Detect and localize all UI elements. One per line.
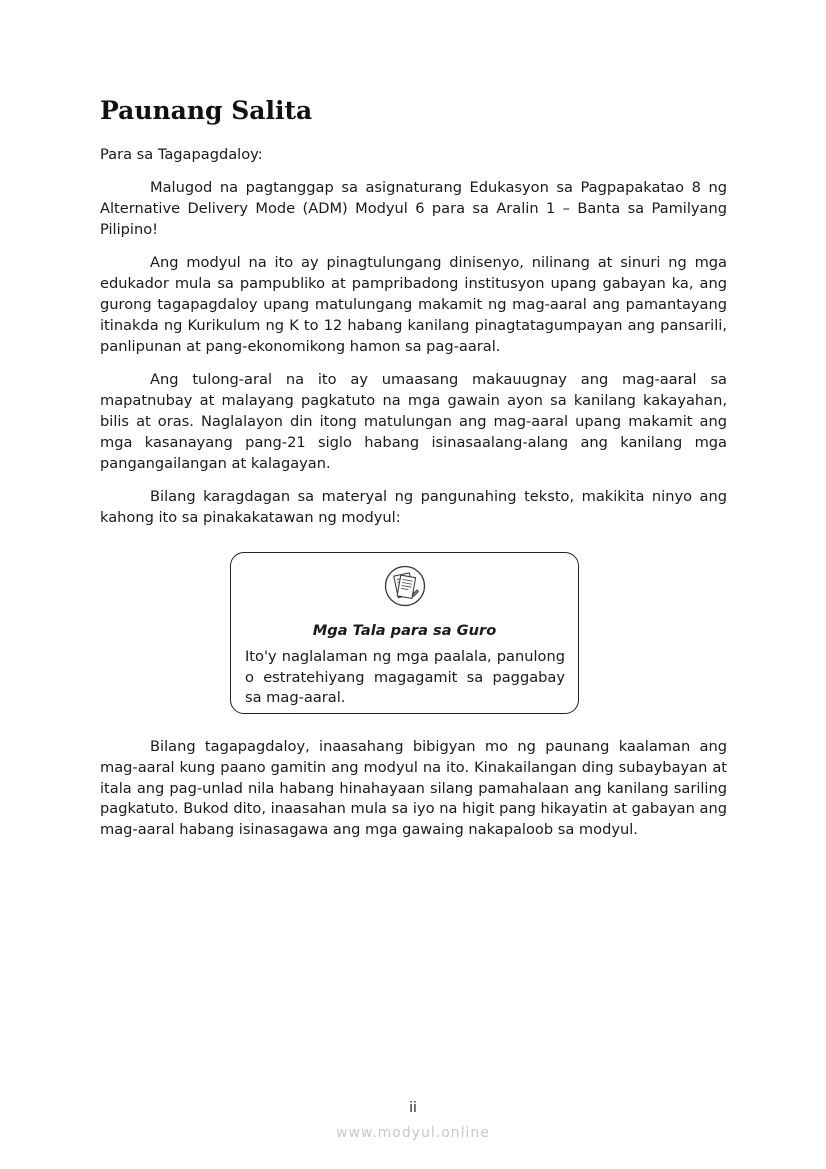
salutation: Para sa Tagapagdaloy: bbox=[100, 146, 263, 163]
paragraph-module-design: Ang modyul na ito ay pinagtulungang dinisenyo, nilinang at sinuri ng mga edukador mula sa pampubliko at pampribadong institusyon upang gabayan ka, ang gurong tagapagdaloy upang matulungang makamit ng mag-aaral ang pamantayang itinakda ng Kurikulum ng K to 12 habang kanilang pinagtatagumpayan ang pansarili, panlipunan at pang-ekonomikong hamon sa pag-aaral. bbox=[100, 254, 727, 355]
paragraph-box-intro: Bilang karagdagan sa materyal ng pangunahing teksto, makikita ninyo ang kahong ito sa pinakakatawan ng modyul: bbox=[100, 488, 727, 527]
page-title: Paunang Salita bbox=[100, 96, 313, 125]
note-box-title: Mga Tala para sa Guro bbox=[312, 622, 497, 639]
closing-section bbox=[100, 737, 727, 854]
paragraph-learning-aid: Ang tulong-aral na ito ay umaasang makauugnay ang mag-aaral sa mapatnubay at malayang pagkatuto na mga gawain ayon sa kanilang kakayahan, bilis at oras. Naglalayon din itong matulungan ang mag-aaral upang makamit ang mga kasanayang pang-21 siglo habang isinasaalang-alang ang kanilang mga pangangailangan at kalagayan. bbox=[100, 371, 727, 472]
paragraph-closing: Bilang tagapagdaloy, inaasahang bibigyan mo ng paunang kaalaman ang mag-aaral kung paano gamitin ang modyul na ito. Kinakailangan ding subaybayan at itala ang pag-unlad nila habang hinahayaan silang pamahalaan ang kanilang sariling pagkatuto. Bukod dito, inaasahan mula sa iyo na higit pang hikayatin at gabayan ang mag-aaral habang isinasagawa ang mga gawaing nakapaloob sa modyul. bbox=[100, 738, 727, 839]
watermark: www.modyul.online bbox=[336, 1125, 490, 1141]
teacher-notes-box bbox=[230, 552, 579, 714]
page-number: ii bbox=[409, 1100, 417, 1116]
note-box-text: Ito'y naglalaman ng mga paalala, panulong o estratehiyang magagamit sa paggabay sa mag-aaral. bbox=[245, 648, 565, 706]
notes-icon bbox=[384, 565, 426, 607]
paragraph-welcome: Malugod na pagtanggap sa asignaturang Edukasyon sa Pagpapakatao 8 ng Alternative Delivery Mode (ADM) Modyul 6 para sa Aralin 1 – Banta sa Pamilyang Pilipino! bbox=[100, 179, 727, 238]
document-page bbox=[100, 96, 727, 839]
